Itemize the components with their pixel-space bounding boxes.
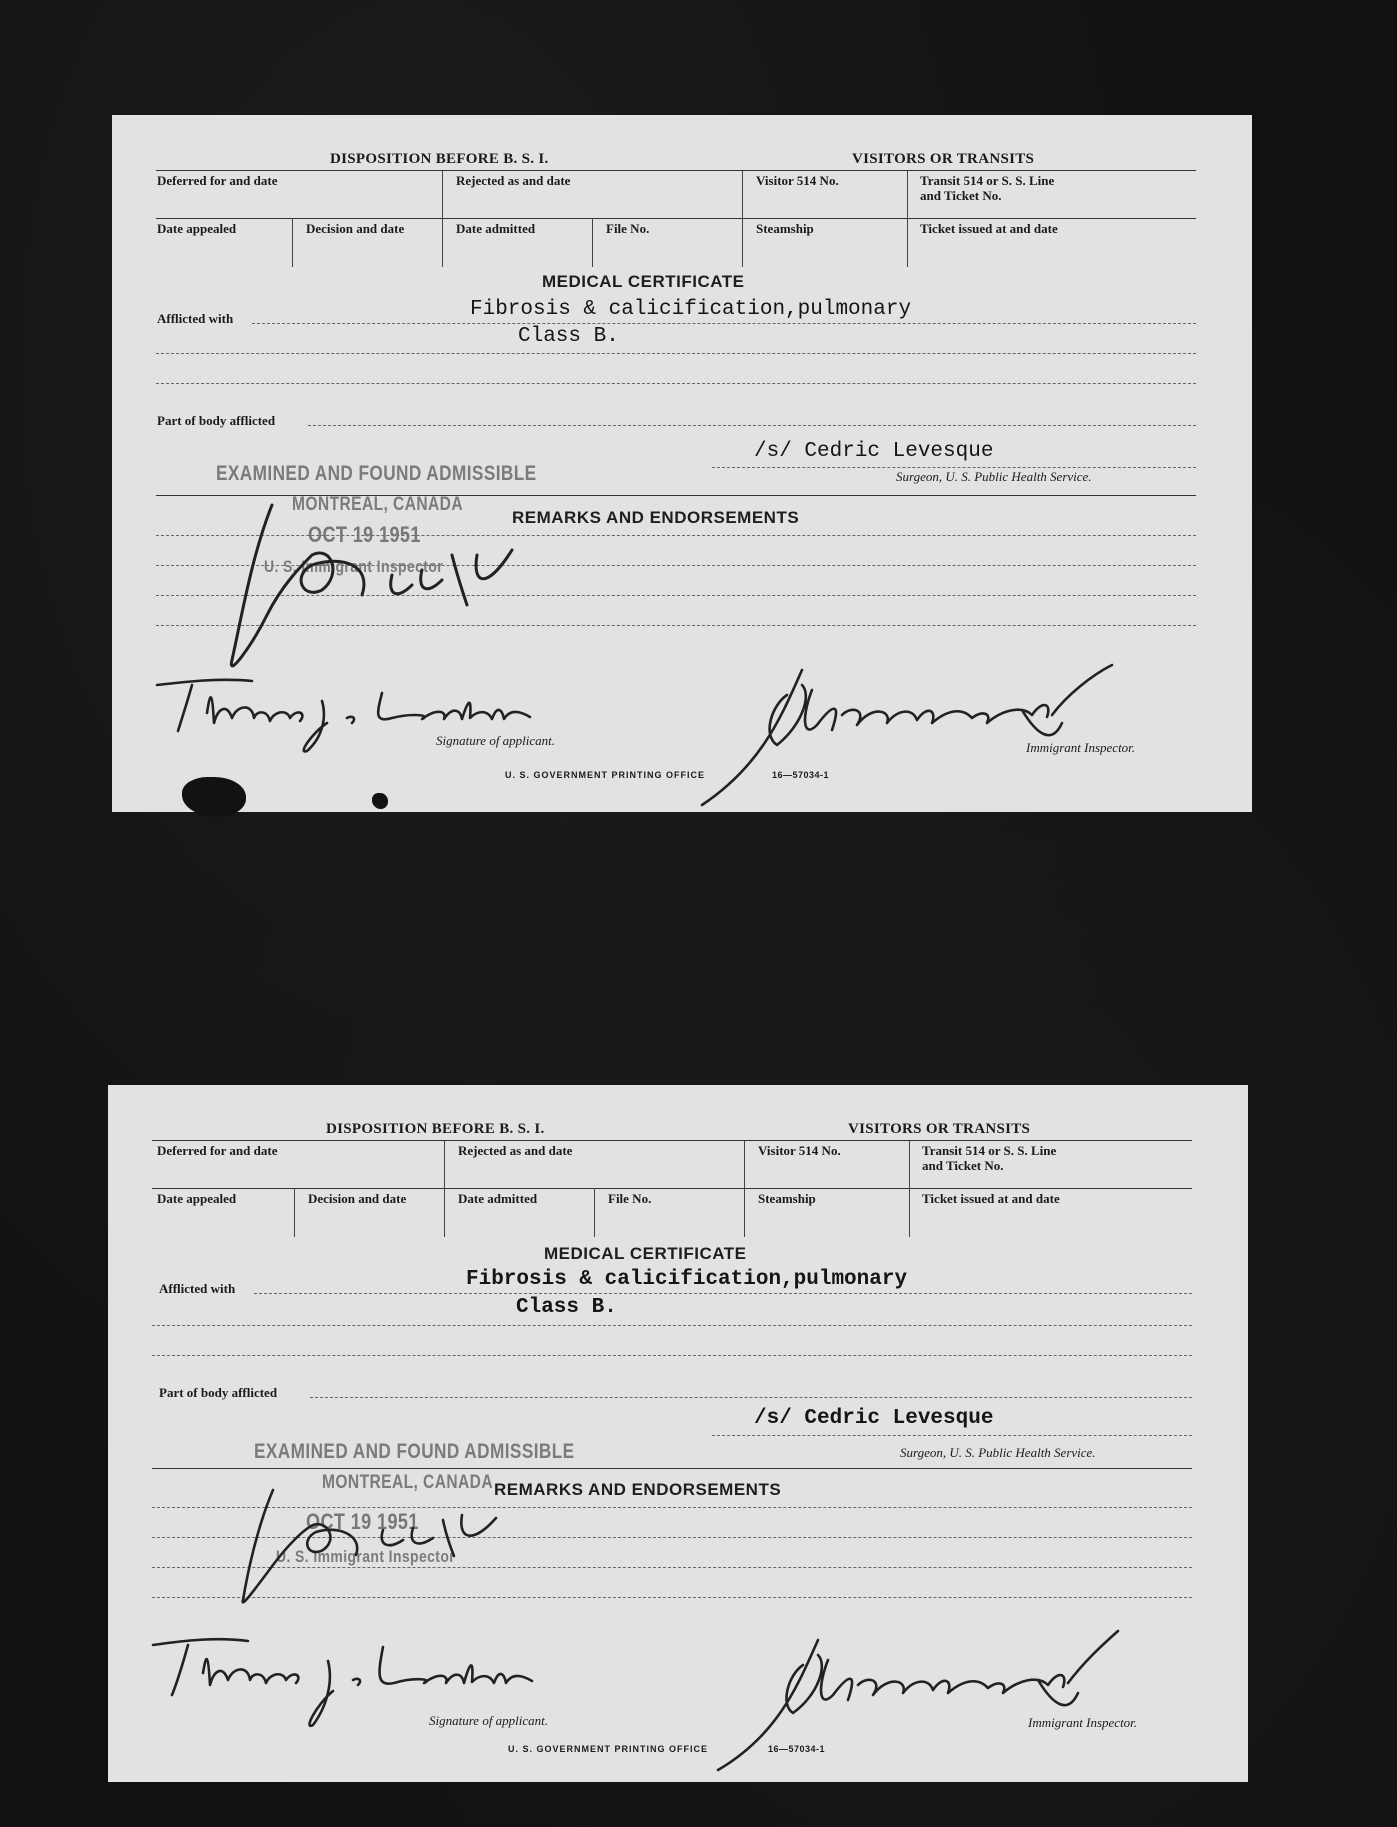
dotted-line [712, 1435, 1192, 1436]
medical-certificate-title: MEDICAL CERTIFICATE [544, 1244, 747, 1263]
file-no-label: File No. [606, 221, 650, 236]
remarks-title: REMARKS AND ENDORSEMENTS [494, 1480, 782, 1499]
inspector-signature [708, 1625, 1168, 1785]
visitor-514-label: Visitor 514 No. [758, 1143, 841, 1158]
visitors-header: VISITORS OR TRANSITS [848, 1121, 1031, 1137]
afflicted-label: Afflicted with [159, 1281, 236, 1296]
rejected-label: Rejected as and date [456, 173, 571, 188]
inspector-initials-stamp-1 [212, 495, 572, 685]
dotted-line [156, 383, 1196, 384]
dotted-line [308, 425, 1196, 426]
col-divider [292, 218, 293, 267]
stamp-date: OCT 19 1951 [306, 1509, 419, 1534]
col-divider [742, 171, 743, 267]
film-damage-blot [372, 793, 388, 809]
medical-certificate-title: MEDICAL CERTIFICATE [542, 272, 745, 291]
header-rule [156, 170, 1196, 171]
deferred-label: Deferred for and date [157, 173, 278, 188]
steamship-label: Steamship [758, 1191, 816, 1206]
deferred-label: Deferred for and date [157, 1143, 278, 1158]
col-divider [907, 171, 908, 267]
dotted-line [310, 1397, 1192, 1398]
stamp-admissible: EXAMINED AND FOUND ADMISSIBLE [254, 1440, 575, 1463]
visitor-514-label: Visitor 514 No. [756, 173, 839, 188]
col-divider [294, 1188, 295, 1237]
date-admitted-label: Date admitted [456, 221, 536, 236]
form-number: 16—57034-1 [768, 1744, 826, 1754]
date-appealed-label: Date appealed [157, 221, 237, 236]
inspector-caption: Immigrant Inspector. [1026, 740, 1136, 755]
dotted-line [252, 323, 1196, 324]
date-appealed-label: Date appealed [157, 1191, 237, 1206]
transit-label-2: and Ticket No. [920, 188, 1002, 203]
steamship-label: Steamship [756, 221, 814, 236]
record-card-1 [112, 115, 1252, 812]
surgeon-caption: Surgeon, U. S. Public Health Service. [896, 469, 1092, 484]
section-rule [152, 1468, 1192, 1469]
col-divider [744, 1141, 745, 1237]
dotted-line [152, 1325, 1192, 1326]
visitors-header: VISITORS OR TRANSITS [852, 151, 1035, 167]
inspector-initials-stamp-2 [228, 1480, 528, 1620]
header-rule [152, 1140, 1192, 1141]
surgeon-signature: /s/ Cedric Levesque [754, 1407, 994, 1430]
file-no-label: File No. [608, 1191, 652, 1206]
afflicted-label: Afflicted with [157, 311, 234, 326]
ticket-issued-label: Ticket issued at and date [922, 1191, 1060, 1206]
row-rule [152, 1188, 1192, 1189]
applicant-caption: Signature of applicant. [429, 1713, 549, 1728]
printing-office: U. S. GOVERNMENT PRINTING OFFICE [508, 1744, 709, 1754]
col-divider [909, 1141, 910, 1237]
body-part-label: Part of body afflicted [157, 413, 276, 428]
transit-label-1: Transit 514 or S. S. Line [922, 1143, 1057, 1158]
col-divider [592, 218, 593, 267]
body-part-label: Part of body afflicted [159, 1385, 278, 1400]
ticket-issued-label: Ticket issued at and date [920, 221, 1058, 236]
row-rule [156, 218, 1196, 219]
disposition-header: DISPOSITION BEFORE B. S. I. [326, 1121, 545, 1137]
rejected-label: Rejected as and date [458, 1143, 573, 1158]
stamp-location: MONTREAL, CANADA [292, 494, 464, 515]
date-admitted-label: Date admitted [458, 1191, 538, 1206]
col-divider [594, 1188, 595, 1237]
dotted-line [254, 1293, 1192, 1294]
remarks-title: REMARKS AND ENDORSEMENTS [512, 508, 800, 527]
stamp-date: OCT 19 1951 [308, 522, 421, 547]
disposition-header: DISPOSITION BEFORE B. S. I. [330, 151, 549, 167]
form-number: 16—57034-1 [772, 770, 830, 780]
decision-label: Decision and date [308, 1191, 407, 1206]
transit-label-2: and Ticket No. [922, 1158, 1004, 1173]
col-divider [442, 171, 443, 267]
afflicted-value: Fibrosis & calicification,pulmonary [470, 298, 912, 321]
dotted-line [156, 353, 1196, 354]
stamp-inspector: U. S. Immigrant Inspector [264, 557, 444, 576]
dotted-line [712, 467, 1196, 468]
record-card-2 [108, 1085, 1248, 1782]
film-damage-blot [182, 777, 246, 817]
stamp-inspector: U. S. Immigrant Inspector [276, 1547, 456, 1566]
afflicted-class: Class B. [516, 1296, 617, 1319]
inspector-signature [692, 655, 1152, 815]
decision-label: Decision and date [306, 221, 405, 236]
printing-office: U. S. GOVERNMENT PRINTING OFFICE [505, 770, 706, 780]
surgeon-signature: /s/ Cedric Levesque [754, 440, 994, 463]
inspector-caption: Immigrant Inspector. [1028, 1715, 1138, 1730]
stamp-admissible: EXAMINED AND FOUND ADMISSIBLE [216, 462, 537, 485]
applicant-caption: Signature of applicant. [436, 733, 556, 748]
afflicted-value: Fibrosis & calicification,pulmonary [466, 1268, 908, 1291]
afflicted-class: Class B. [518, 325, 619, 348]
dotted-line [152, 1355, 1192, 1356]
surgeon-caption: Surgeon, U. S. Public Health Service. [900, 1445, 1096, 1460]
col-divider [444, 1141, 445, 1237]
stamp-location: MONTREAL, CANADA [322, 1472, 494, 1493]
transit-label-1: Transit 514 or S. S. Line [920, 173, 1055, 188]
